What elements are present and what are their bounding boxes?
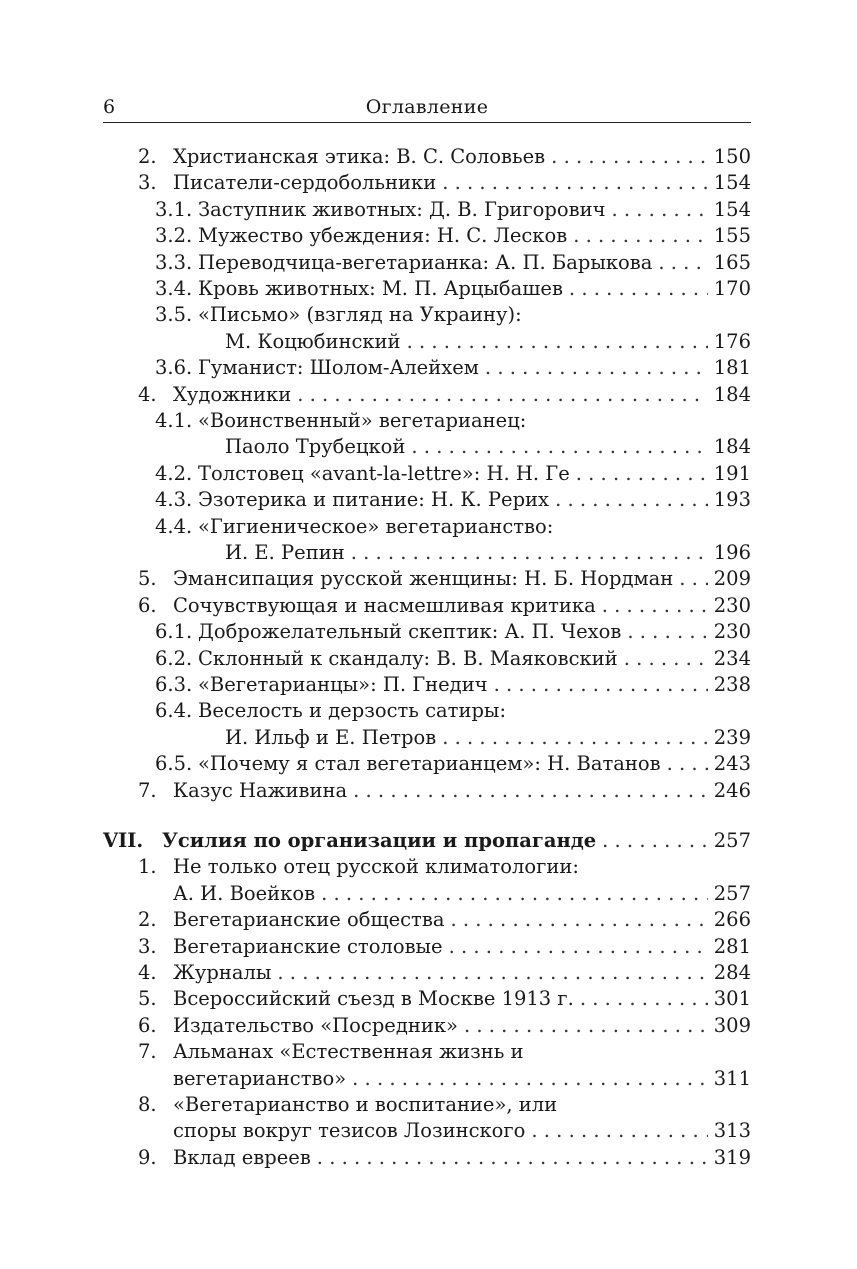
toc-entry-page: 238 [713, 673, 751, 696]
toc-entry[interactable] [0, 828, 857, 854]
toc-entry-page: 184 [713, 382, 751, 406]
dot-leader [602, 828, 708, 854]
toc-entry-title-continuation: А. И. Воейков [173, 881, 316, 905]
dot-leader [551, 144, 708, 170]
toc-entry[interactable] [0, 1013, 857, 1039]
dot-leader [442, 725, 708, 751]
toc-entry-continuation[interactable] [0, 329, 857, 355]
toc-entry-number: 4.1. [155, 409, 193, 432]
toc-entry-number: 3.4. [155, 277, 193, 300]
toc-entry-page: 170 [713, 277, 751, 300]
dot-leader [679, 566, 708, 592]
toc-entry-number: 3.3. [155, 250, 193, 274]
dot-leader [485, 355, 708, 381]
dot-leader [667, 751, 708, 777]
toc-entry-page: 165 [713, 250, 751, 274]
toc-entry-page: 281 [713, 934, 751, 958]
toc-entry-continuation[interactable] [0, 1066, 857, 1092]
dot-leader [464, 1013, 708, 1039]
toc-entry[interactable] [0, 197, 857, 223]
toc-entry[interactable] [0, 250, 857, 276]
toc-entry-title: Эмансипация русской женщины: Н. Б. Нордман [173, 567, 674, 591]
toc-entry-title: Сочувствующая и насмешливая критика [173, 593, 596, 617]
dot-leader [576, 461, 708, 487]
toc-entry-number: 6.5. [155, 752, 193, 776]
toc-entry[interactable] [0, 355, 857, 381]
toc-entry[interactable] [0, 986, 857, 1012]
toc-entry-title: Веселость и дерзость сатиры: [198, 699, 507, 723]
toc-entry-page: 230 [713, 620, 751, 644]
toc-entry-continuation[interactable] [0, 434, 857, 460]
dot-leader [531, 1118, 707, 1144]
toc-entry-number: 4.2. [155, 461, 193, 485]
toc-entry-continuation[interactable] [0, 540, 857, 566]
toc-entry[interactable] [0, 778, 857, 804]
toc-entry-number: 7. [138, 778, 157, 802]
page-number: 6 [103, 96, 116, 118]
toc-entry[interactable] [0, 276, 857, 302]
toc-entry-number: 3. [138, 934, 157, 958]
dot-leader [494, 672, 708, 698]
toc-entry-number: 5. [138, 987, 157, 1011]
toc-entry-number: 9. [138, 1145, 157, 1169]
dot-leader [442, 170, 708, 196]
toc-entry-number: 3.5. [155, 303, 193, 327]
toc-entry[interactable] [0, 960, 857, 986]
toc-entry-page: 176 [713, 329, 751, 353]
toc-entry[interactable] [0, 566, 857, 592]
toc-entry-page: 154 [713, 171, 751, 195]
toc-entry-number: 4. [138, 961, 157, 984]
toc-entry-page: 154 [713, 197, 751, 221]
dot-leader [353, 778, 708, 804]
toc-entry[interactable] [0, 382, 857, 408]
toc-entry-page: 209 [713, 567, 751, 591]
toc-entry-title: Усилия по организации и пропаганде [162, 829, 597, 852]
toc-entry-title: «Вегетарианцы»: П. Гнедич [198, 673, 488, 696]
toc-entry-page: 257 [713, 829, 751, 852]
toc-entry-number: 4.4. [155, 514, 193, 538]
toc-entry-title: Склонный к скандалу: В. В. Маяковский [198, 646, 618, 670]
toc-entry[interactable] [0, 619, 857, 645]
toc-entry[interactable] [0, 751, 857, 777]
toc-entry-page: 257 [713, 881, 751, 905]
dot-leader [352, 1066, 708, 1092]
toc-entry-number: 7. [138, 1040, 157, 1064]
toc-entry-title: Мужество убеждения: Н. С. Лесков [198, 224, 568, 248]
dot-leader [450, 907, 707, 933]
toc-entry-number: 2. [138, 145, 157, 168]
toc-entry-number: 8. [138, 1093, 157, 1116]
toc-entry-title: Переводчица-вегетарианка: А. П. Барыкова [198, 250, 653, 274]
dot-leader [555, 487, 708, 513]
toc-entry-page: 184 [713, 435, 751, 459]
toc-entry-page: 246 [713, 778, 751, 802]
dot-leader [411, 434, 707, 460]
page-header [103, 94, 751, 123]
toc-entry-title-continuation: Паоло Трубецкой [225, 435, 406, 459]
dot-leader [569, 276, 708, 302]
toc-entry-page: 193 [713, 488, 751, 512]
running-title: Оглавление [365, 96, 489, 118]
toc-entry-number: 6.4. [155, 699, 193, 723]
toc-entry-number: 3.2. [155, 224, 193, 248]
toc-entry-title: Вегетарианские общества [173, 908, 445, 932]
toc-entry-page: 191 [713, 461, 751, 485]
toc-entry-title: Эзотерика и питание: Н. К. Рерих [198, 488, 550, 512]
toc-entry-title-continuation: И. Е. Репин [225, 541, 345, 564]
toc-entry[interactable] [0, 223, 857, 249]
toc-entry[interactable] [0, 302, 857, 328]
toc-entry-title: Вклад евреев [173, 1145, 311, 1169]
toc-entry-number: 2. [138, 908, 157, 932]
toc-entry-page: 266 [713, 908, 751, 932]
toc-entry-number: 3.1. [155, 197, 193, 221]
toc-entry-page: 311 [713, 1066, 751, 1090]
toc-entry-title: Гуманист: Шолом-Алейхем [198, 356, 479, 380]
toc-entry-page: 284 [713, 961, 751, 984]
toc-entry[interactable] [0, 646, 857, 672]
toc-entry[interactable] [0, 144, 857, 170]
toc-entry-title: Писатели-сердобольники [173, 171, 437, 195]
toc-entry-number: 6.3. [155, 673, 193, 696]
toc-entry[interactable] [0, 672, 857, 698]
toc-entry-title: Толстовец «avant-la-lettre»: Н. Н. Ге [198, 461, 570, 485]
dot-leader [449, 934, 708, 960]
toc-entry-number: 6. [138, 593, 157, 617]
toc-entry-number: 3.6. [155, 356, 193, 380]
toc-entry-page: 234 [713, 646, 751, 670]
toc-entry-title: «Почему я стал вегетарианцем»: Н. Ватанов [198, 752, 661, 776]
toc-entry-title: Заступник животных: Д. В. Григорович [198, 197, 606, 221]
dot-leader [321, 881, 708, 907]
toc-entry[interactable] [0, 854, 857, 880]
toc-entry[interactable] [0, 1039, 857, 1065]
toc-entry-continuation[interactable] [0, 1118, 857, 1144]
toc-entry-title: Вегетарианские столовые [173, 934, 443, 958]
toc-entry-number: 1. [138, 855, 157, 879]
dot-leader [277, 960, 707, 986]
toc-entry-title-continuation: И. Ильф и Е. Петров [225, 725, 437, 749]
toc-entry-title: Кровь животных: М. П. Арцыбашев [198, 277, 563, 300]
toc-entry[interactable] [0, 461, 857, 487]
toc-entry-title: Христианская этика: В. С. Соловьев [173, 145, 546, 168]
dot-leader [573, 223, 708, 249]
toc-entry[interactable] [0, 408, 857, 434]
toc-entry[interactable] [0, 1092, 857, 1118]
dot-leader [611, 197, 707, 223]
toc-entry-title-continuation: споры вокруг тезисов Лозинского [173, 1119, 526, 1143]
toc-entry-title: Казус Наживина [173, 778, 348, 802]
toc-entry-title-continuation: М. Коцюбинский [225, 329, 401, 353]
toc-entry-number: 6.2. [155, 646, 193, 670]
toc-entry-page: 181 [713, 356, 751, 380]
dot-leader [658, 250, 707, 276]
dot-leader [317, 1145, 708, 1171]
dot-leader [407, 329, 708, 355]
dot-leader [602, 593, 708, 619]
toc-entry-continuation[interactable] [0, 725, 857, 751]
toc-entry-page: 301 [713, 987, 751, 1011]
toc-entry-number: 6.1. [155, 620, 193, 644]
toc-entry-page: 239 [713, 725, 751, 749]
toc-entry-page: 196 [713, 541, 751, 564]
toc-entry[interactable] [0, 934, 857, 960]
toc-entry-number: 6. [138, 1013, 157, 1037]
dot-leader [351, 540, 708, 566]
toc-entry-title: Художники [173, 382, 292, 406]
toc-entry-page: 150 [713, 145, 751, 168]
toc-entry-number: 3. [138, 171, 157, 195]
toc-entry-title: Альманах «Естественная жизнь и [173, 1040, 524, 1064]
toc-entry-page: 313 [713, 1119, 751, 1143]
toc-entry-number: VII. [103, 829, 144, 852]
toc-entry[interactable] [0, 514, 857, 540]
toc-entry-page: 155 [713, 224, 751, 248]
toc-entry-title-continuation: вегетарианство» [173, 1066, 347, 1090]
toc-entry-number: 4.3. [155, 488, 193, 512]
dot-leader [580, 986, 708, 1012]
toc-entry-title: Доброжелательный скептик: А. П. Чехов [198, 620, 622, 644]
toc-entry[interactable] [0, 907, 857, 933]
toc-entry[interactable] [0, 170, 857, 196]
toc-entry-title: Не только отец русской климатологии: [173, 855, 579, 879]
toc-entry-continuation[interactable] [0, 881, 857, 907]
dot-leader [624, 646, 708, 672]
toc-entry-page: 243 [713, 752, 751, 776]
toc-entry-title: «Воинственный» вегетарианец: [198, 409, 527, 432]
toc-entry-number: 5. [138, 567, 157, 591]
dot-leader [627, 619, 707, 645]
toc-entry-title: «Письмо» (взгляд на Украину): [198, 303, 522, 327]
toc-entry[interactable] [0, 698, 857, 724]
toc-entry-page: 309 [713, 1013, 751, 1037]
toc-entry-title: Всероссийский съезд в Москве 1913 г. [173, 987, 574, 1011]
toc-entry[interactable] [0, 1145, 857, 1171]
toc-entry-title: Издательство «Посредник» [173, 1013, 458, 1037]
toc-entry-page: 230 [713, 593, 751, 617]
toc-entry-title: Журналы [173, 961, 272, 984]
toc-entry[interactable] [0, 593, 857, 619]
toc-entry-title: «Гигиеническое» вегетарианство: [198, 514, 554, 538]
toc-entry[interactable] [0, 487, 857, 513]
toc-entry-number: 4. [138, 382, 157, 406]
toc-entry-title: «Вегетарианство и воспитание», или [173, 1093, 558, 1116]
dot-leader [297, 382, 708, 408]
toc-entry-page: 319 [713, 1145, 751, 1169]
